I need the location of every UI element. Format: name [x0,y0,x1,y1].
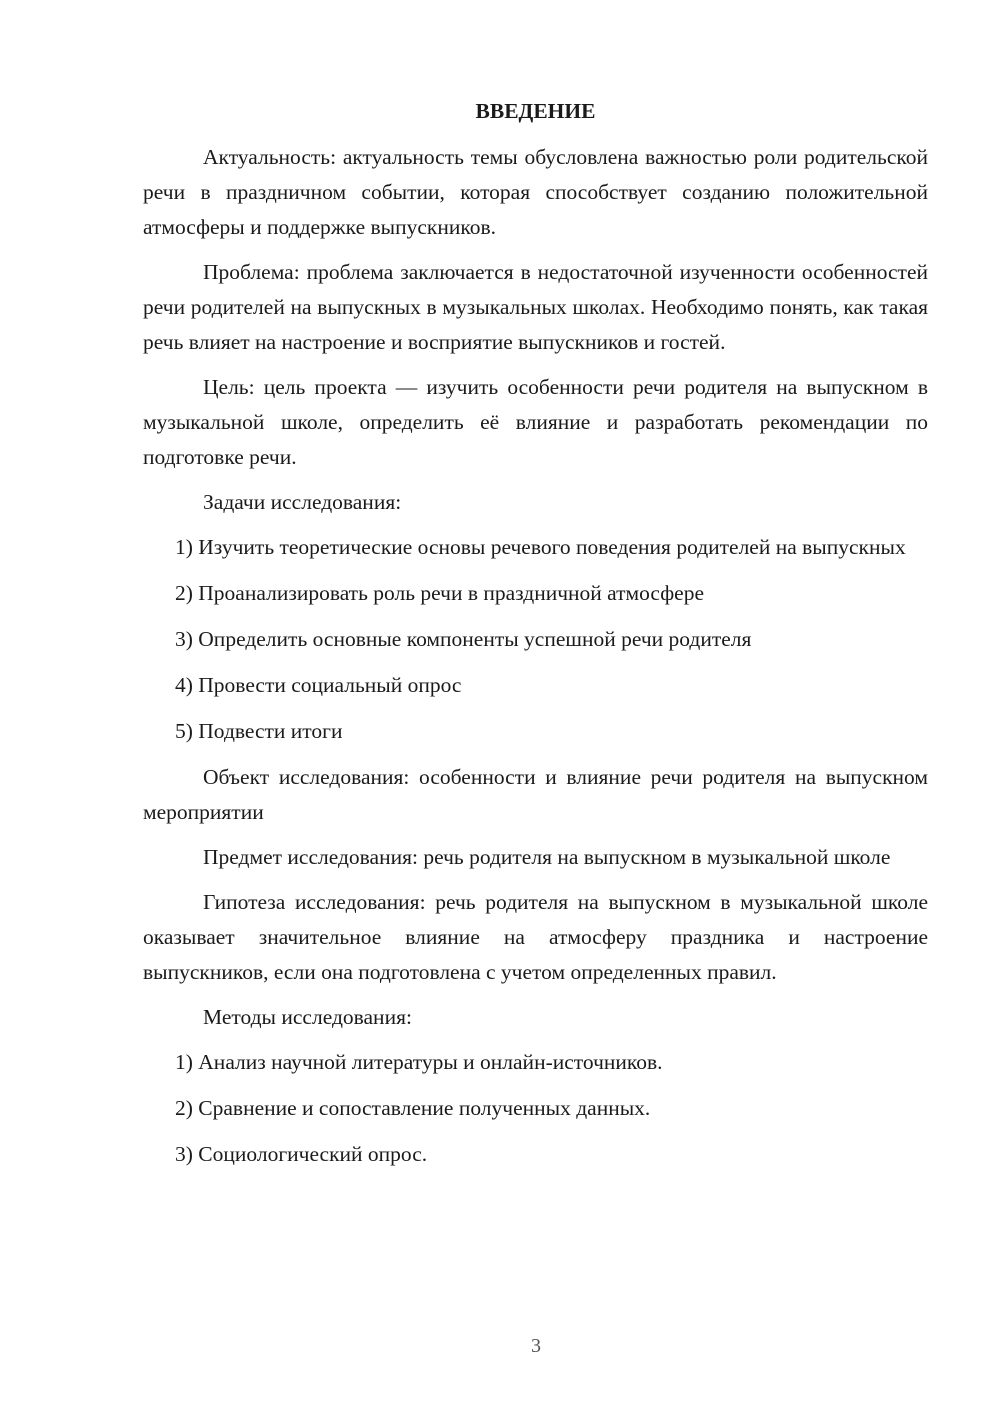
subject-paragraph: Предмет исследования: речь родителя на выпускном в музыкальной школе [203,845,891,869]
section-title: ВВЕДЕНИЕ [475,99,596,123]
method-item: 3) Социологический опрос. [175,1142,428,1166]
page-number: 3 [531,1335,541,1357]
method-item: 2) Сравнение и сопоставление полученных данных. [175,1096,651,1120]
task-item: 3) Определить основные компоненты успешной речи родителя [175,627,752,651]
tasks-list [143,530,928,749]
hypothesis-paragraph: Гипотеза исследования: речь родителя на выпускном в музыкальной школе оказывает значительное влияние на атмосферу праздника и настроение выпускников, если она подготовлена с учетом определенных правил. [143,890,928,984]
goal-paragraph: Цель: цель проекта — изучить особенности речи родителя на выпускном в музыкальной школе, определить её влияние и разработать рекомендации по подготовке речи. [143,375,928,469]
tasks-heading: Задачи исследования: [203,490,402,514]
task-item: 2) Проанализировать роль речи в праздничной атмосфере [175,581,705,605]
task-item: 5) Подвести итоги [175,719,343,743]
object-paragraph: Объект исследования: особенности и влияние речи родителя на выпускном мероприятии [143,765,928,824]
method-item: 1) Анализ научной литературы и онлайн-источников. [175,1050,663,1074]
task-item: 1) Изучить теоретические основы речевого поведения родителей на выпускных [175,535,906,559]
methods-list [143,1045,928,1172]
relevance-paragraph: Актуальность: актуальность темы обусловлена важностью роли родительской речи в праздничном событии, которая способствует созданию положительной атмосферы и поддержке выпускников. [143,145,928,239]
problem-paragraph: Проблема: проблема заключается в недостаточной изученности особенностей речи родителей на выпускных в музыкальных школах. Необходимо понять, как такая речь влияет на настроение и восприятие выпускников и гостей. [143,260,928,354]
document-page [143,96,928,1183]
task-item: 4) Провести социальный опрос [175,673,462,697]
methods-heading: Методы исследования: [203,1005,412,1029]
